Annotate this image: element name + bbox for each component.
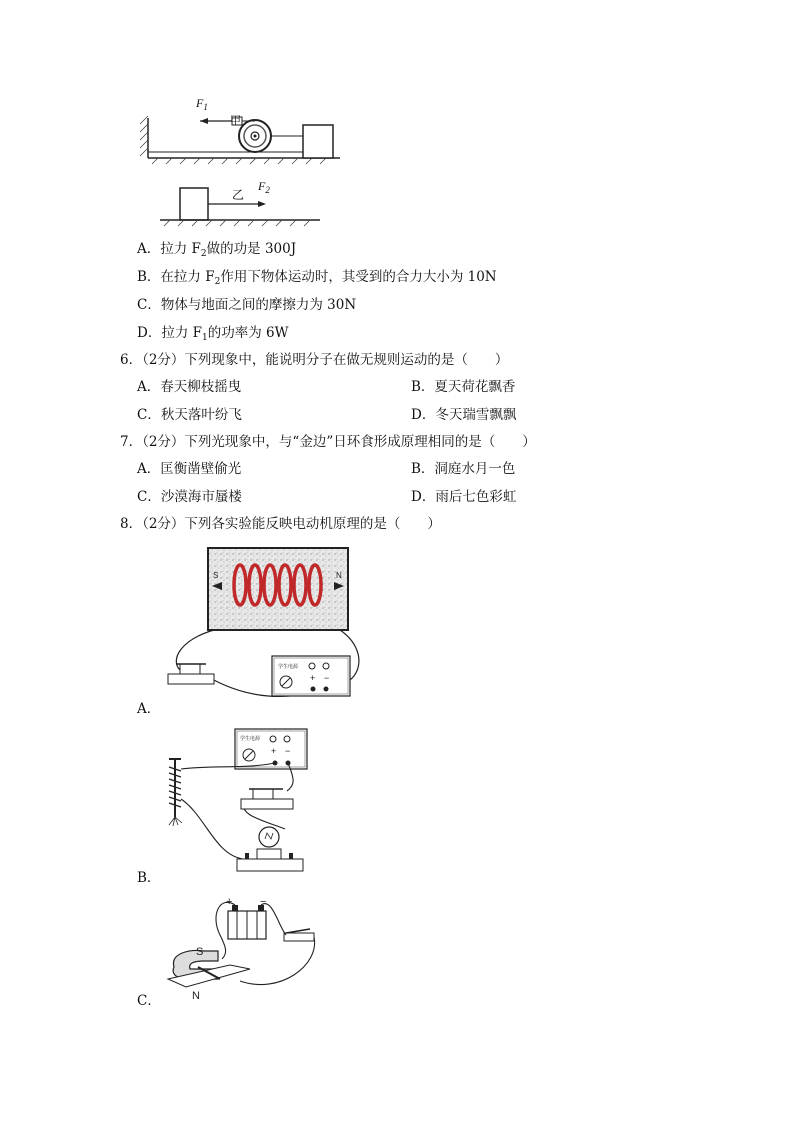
q7-option-b: B．洞庭水月一色 xyxy=(411,461,516,477)
fig-b-supply-minus: − xyxy=(285,746,291,756)
fig-a-supply-name: 学生电源 xyxy=(278,664,299,670)
fig-a-pole-s: S xyxy=(213,571,219,580)
label-f1: $F_1$ xyxy=(196,96,208,112)
q7-stem: 7．（2分）下列光现象中，与“金边”日环食形成原理相同的是（ ） xyxy=(120,434,536,450)
q8-label-a: A． xyxy=(137,701,161,717)
label-f2: $F_2$ xyxy=(258,179,270,195)
q7-option-d: D．雨后七色彩虹 xyxy=(411,489,517,505)
q8-label-c: C． xyxy=(137,993,161,1009)
q8-label-b: B． xyxy=(137,870,161,886)
q5-option-d: D．拉力 $F_1$的功率为 6W xyxy=(137,325,289,343)
q6-option-b: B．夏天荷花飘香 xyxy=(411,379,516,395)
label-yi: 乙 xyxy=(232,188,245,202)
q6-stem: 6．（2分）下列现象中，能说明分子在做无规则运动的是（ ） xyxy=(120,352,509,368)
figure-q8-c-motor xyxy=(160,895,330,1005)
fig-c-minus: − xyxy=(260,896,267,908)
fig-c-plus: + xyxy=(226,896,233,908)
q7-option-c: C．沙漠海市蜃楼 xyxy=(137,489,242,505)
fig-a-pole-n: N xyxy=(336,571,342,580)
q5-option-a: A．拉力 $F_2$做的功是 300J xyxy=(137,241,297,259)
q8-stem: 8．（2分）下列各实验能反映电动机原理的是（ ） xyxy=(120,516,441,532)
q6-option-a: A．春天柳枝摇曳 xyxy=(137,379,242,395)
q6-option-c: C．秋天落叶纷飞 xyxy=(137,407,242,423)
fig-b-supply-plus: + xyxy=(271,746,277,756)
q6-option-d: D．冬天瑞雪飘飘 xyxy=(411,407,517,423)
figure-friction-pulley xyxy=(130,90,370,230)
fig-a-supply-minus: − xyxy=(324,673,330,683)
fig-c-pole-s: S xyxy=(196,946,204,958)
figure-q8-a-solenoid xyxy=(160,540,370,710)
q5-option-b: B．在拉力 $F_2$作用下物体运动时，其受到的合力大小为 10N xyxy=(137,269,497,287)
q5-option-c: C．物体与地面之间的摩擦力为 30N xyxy=(137,297,357,313)
figure-q8-b-electromagnet xyxy=(155,725,345,885)
q7-option-a: A．匡衡凿壁偷光 xyxy=(137,461,242,477)
label-jia: 甲 xyxy=(230,114,241,127)
fig-a-supply-plus: + xyxy=(310,673,316,683)
fig-b-supply-name: 学生电源 xyxy=(240,736,261,742)
fig-c-pole-n: N xyxy=(192,990,200,1002)
